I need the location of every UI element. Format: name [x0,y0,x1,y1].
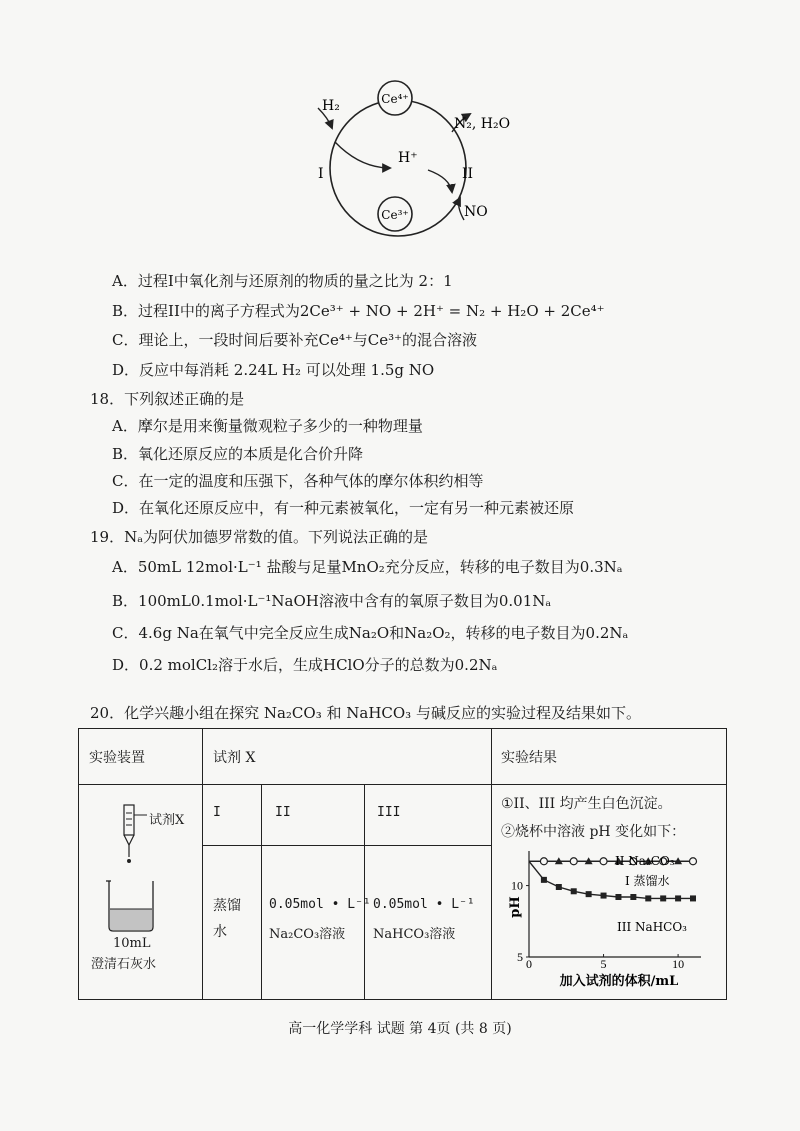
point-water [600,858,607,865]
hplus-arrow [335,142,390,168]
point-nahco3 [660,895,666,901]
point-nahco3 [541,877,547,883]
result-line-1: ①II、III 均产生白色沉淀。 [501,796,672,812]
q20-stem: 20．化学兴趣小组在探究 Na₂CO₃ 和 NaHCO₃ 与碱反应的实验过程及结果如下。 [90,704,641,722]
process1-label: I [318,166,324,182]
q19-option-c: C．4.6g Na在氧气中完全反应生成Na₂O和Na₂O₂，转移的电子数目为0.2Nₐ [112,624,629,642]
ce-cycle-diagram [280,70,540,250]
q18-option-a: A．摩尔是用来衡量微观粒子多少的一种物理量 [112,417,423,435]
products-label: N₂, H₂O [454,116,511,132]
col-i: I [213,805,221,820]
point-water [570,858,577,865]
q17-option-c: C．理论上，一段时间后要补充Ce⁴⁺与Ce³⁺的混合溶液 [112,331,478,349]
x-tick-label: 0 [526,957,532,971]
h2-label: H₂ [322,98,340,114]
cycle-arrow-right [428,170,452,192]
series-label-2: I 蒸馏水 [625,874,670,888]
point-nahco3 [615,894,621,900]
hplus-label: H⁺ [398,150,418,166]
reagent-ii-line2: Na₂CO₃溶液 [269,927,346,942]
page-footer: 高一化学学科 试题 第 4页 (共 8 页) [288,1021,512,1037]
q19-option-a: A．50mL 12mol·L⁻¹ 盐酸与足量MnO₂充分反应，转移的电子数目为0.3Nₐ [112,558,623,576]
x-axis-label: 加入试剂的体积/mL [559,974,679,989]
experiment-table [78,728,727,1000]
point-water [690,858,697,865]
reagent-iii-line1: 0.05mol • L⁻¹ [373,897,475,912]
series-label-1: II Na₂CO₃ [615,854,675,868]
col-ii: II [275,805,291,820]
header-reagent: 试剂 X [213,750,256,766]
apparatus-name: 澄清石灰水 [91,957,157,972]
no-label: NO [464,204,488,220]
reagent-i-line2: 水 [213,924,227,940]
q17-option-d: D．反应中每消耗 2.24L H₂ 可以处理 1.5g NO [112,361,435,379]
q17-option-b: B．过程II中的离子方程式为2Ce³⁺ + NO + 2H⁺ = N₂ + H₂O + 2Ce⁴⁺ [112,302,605,320]
y-axis-label: pH [508,896,523,918]
q18-stem: 18．下列叙述正确的是 [90,390,245,408]
x-tick-label: 5 [600,957,607,971]
q18-option-d: D．在氧化还原反应中，有一种元素被氧化，一定有另一种元素被还原 [112,499,575,517]
x-tick-label: 10 [672,957,685,971]
point-nahco3 [601,893,607,899]
point-nahco3 [690,895,696,901]
point-water [540,858,547,865]
point-nahco3 [630,894,636,900]
q19-option-d: D．0.2 molCl₂溶于水后，生成HClO分子的总数为0.2Nₐ [112,656,498,674]
y-tick-label: 5 [517,950,523,964]
ce3-label: Ce³⁺ [381,208,409,222]
header-apparatus: 实验装置 [89,750,145,766]
dropper-tube [124,805,134,835]
reagent-i-line1: 蒸馏 [213,898,241,914]
reagent-ii-line1: 0.05mol • L⁻¹ [269,897,371,912]
q18-option-b: B．氧化还原反应的本质是化合价升降 [112,445,364,463]
apparatus-volume: 10mL [113,936,151,951]
point-nahco3 [645,895,651,901]
point-nahco3 [675,895,681,901]
q19-option-b: B．100mL0.1mol·L⁻¹NaOH溶液中含有的氧原子数目为0.01Nₐ [112,592,552,610]
result-line-2: ②烧杯中溶液 pH 变化如下： [501,824,686,840]
ce4-label: Ce⁴⁺ [381,92,409,106]
series-label-3: III NaHCO₃ [617,920,687,934]
ph-chart [497,843,723,997]
header-result: 实验结果 [501,750,557,766]
point-nahco3 [556,884,562,890]
y-tick-label: 10 [511,878,523,893]
q19-stem: 19．Nₐ为阿伏加德罗常数的值。下列说法正确的是 [90,528,429,546]
col-iii: III [377,805,401,820]
apparatus-reagent-label: 试剂X [149,813,185,828]
point-nahco3 [571,888,577,894]
process2-label: II [462,166,474,182]
point-nahco3 [586,891,592,897]
q18-option-c: C．在一定的温度和压强下，各种气体的摩尔体积约相等 [112,472,484,490]
q17-option-a: A．过程I中氧化剂与还原剂的物质的量之比为 2：1 [112,272,453,290]
reagent-iii-line2: NaHCO₃溶液 [373,927,456,942]
